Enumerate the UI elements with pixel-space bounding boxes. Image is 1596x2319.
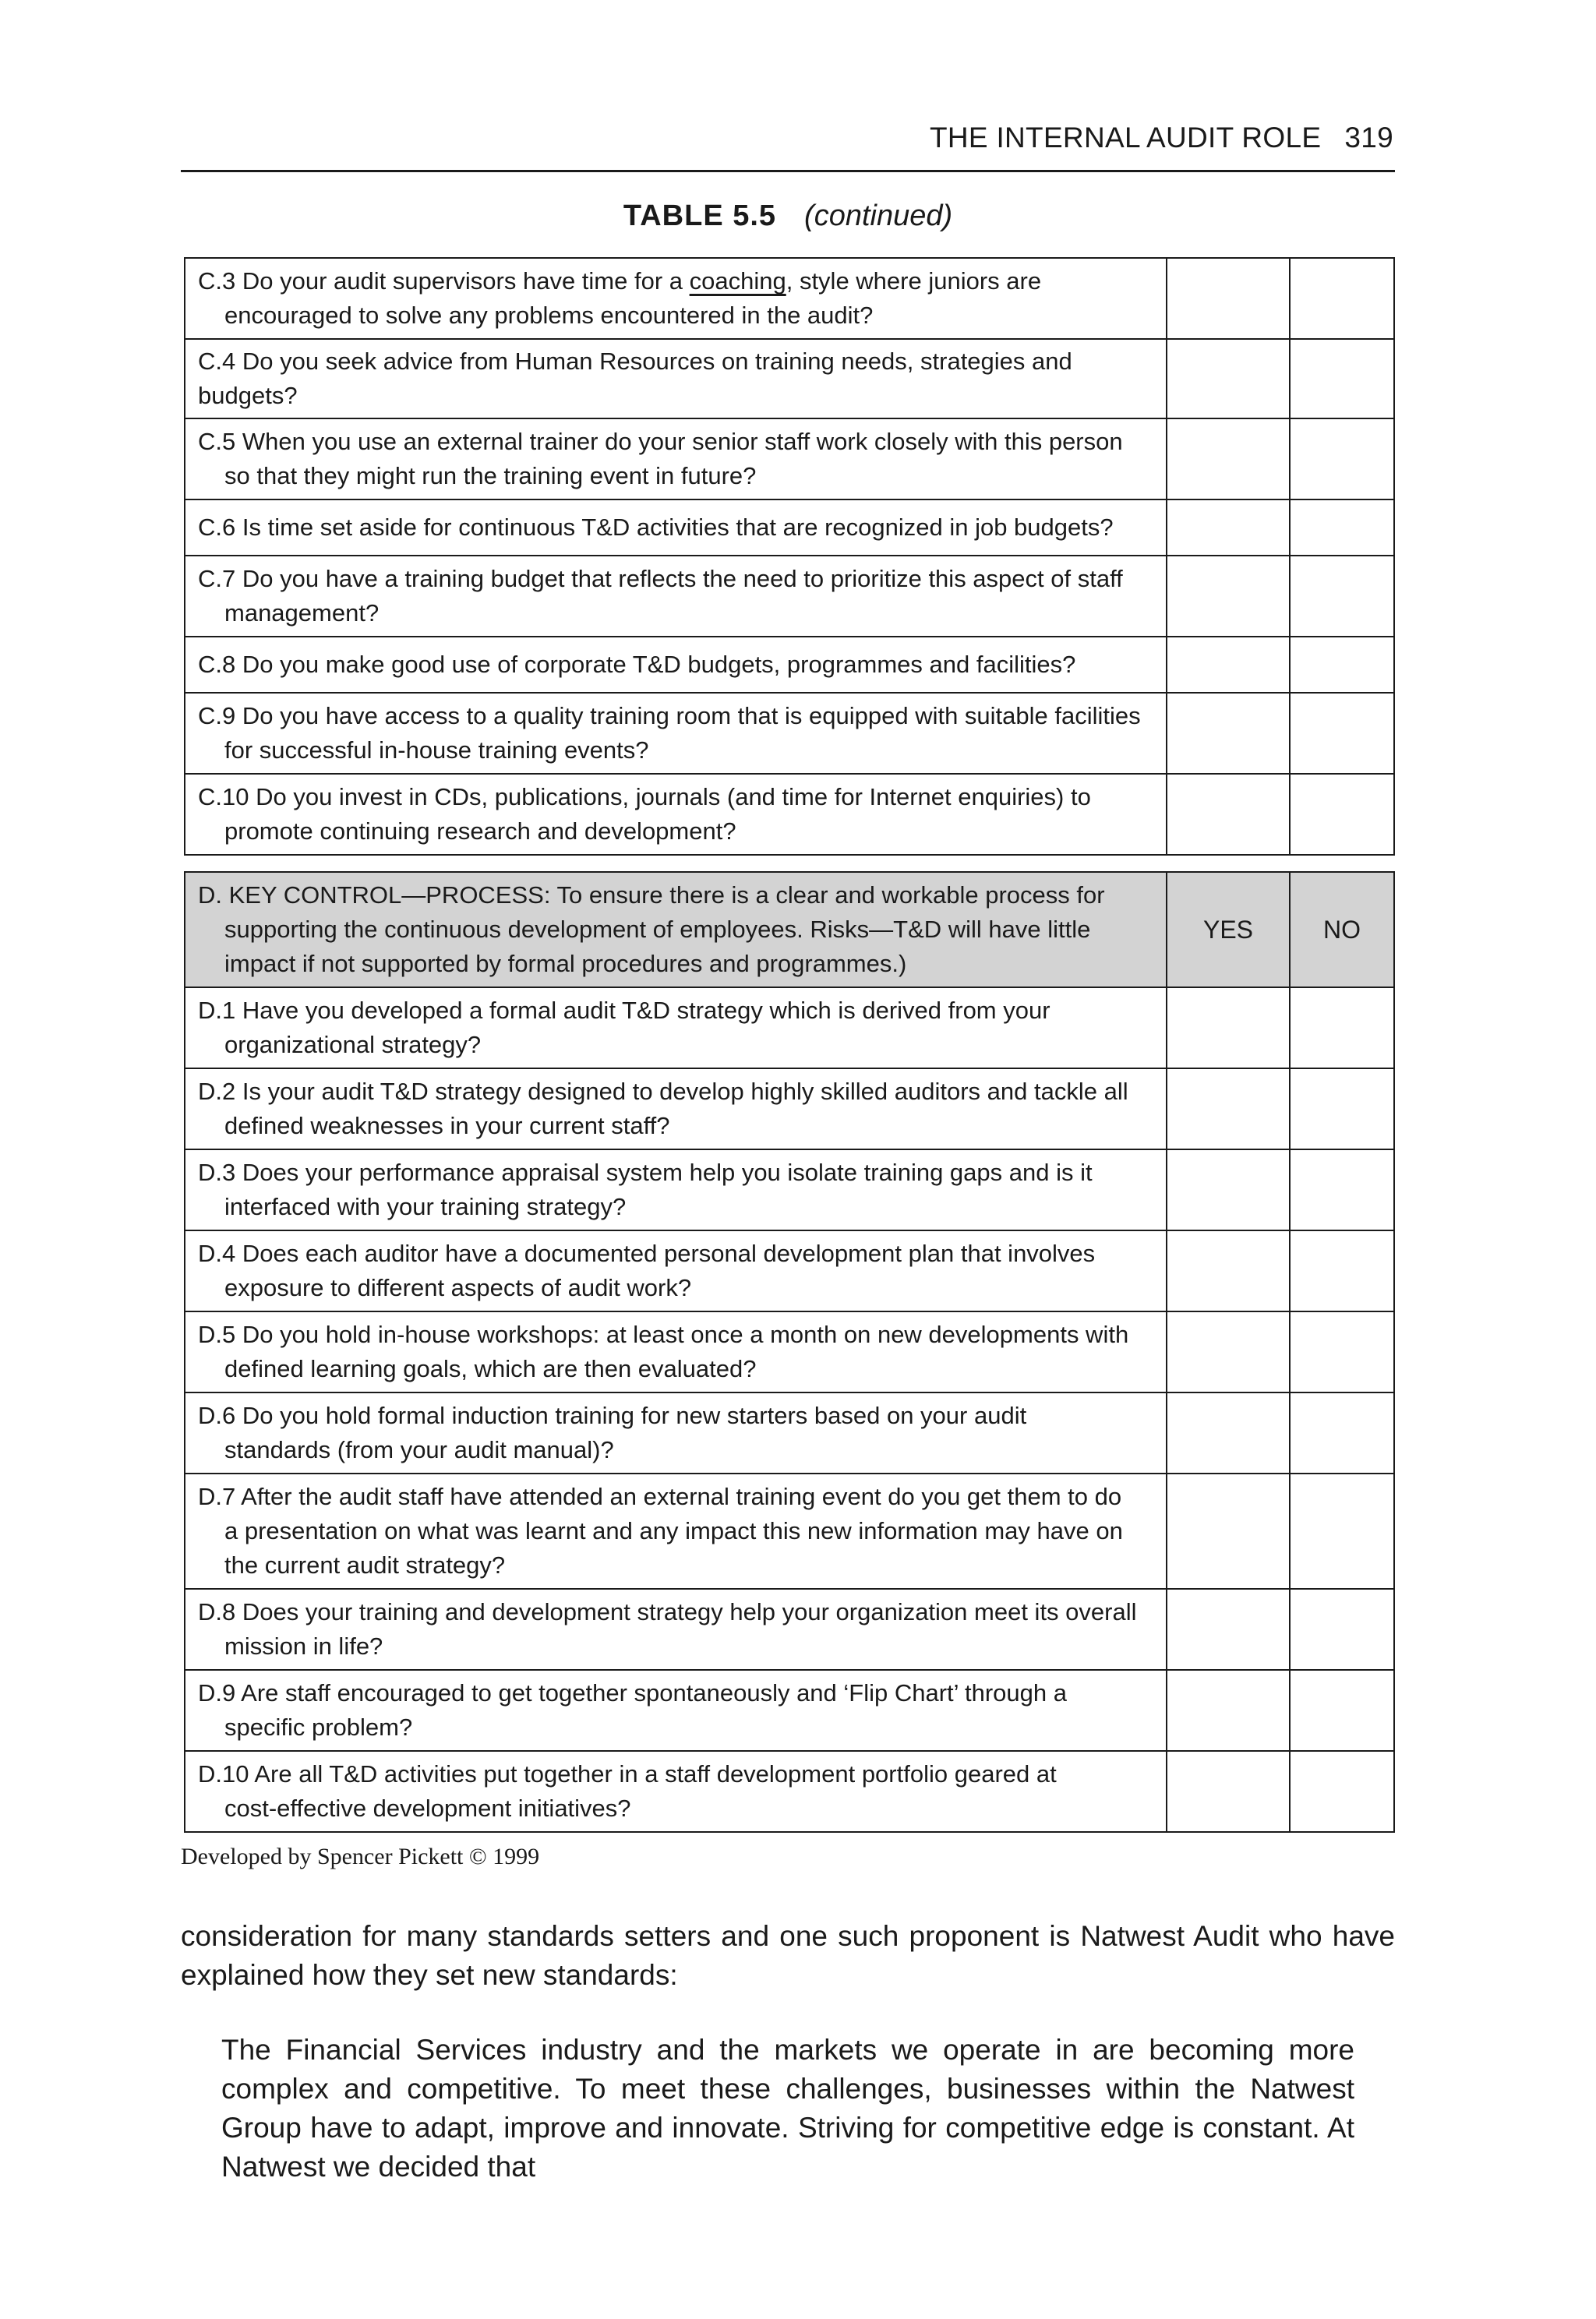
section-header-cell	[185, 872, 1167, 987]
table-row	[185, 637, 1394, 693]
no-checkbox-cell[interactable]	[1290, 1589, 1394, 1670]
yes-checkbox-cell[interactable]	[1167, 987, 1290, 1068]
yes-checkbox-cell[interactable]	[1167, 1392, 1290, 1474]
question-cell	[185, 499, 1167, 556]
underlined-word: coaching	[689, 267, 786, 295]
question-text-continued: a presentation on what was learnt and any impact this new information may have on	[224, 1517, 1123, 1544]
no-checkbox-cell[interactable]	[1290, 418, 1394, 499]
question-cell	[185, 1392, 1167, 1474]
table-row	[185, 774, 1394, 855]
table-row	[185, 1230, 1394, 1311]
yes-checkbox-cell[interactable]	[1167, 1230, 1290, 1311]
no-checkbox-cell[interactable]	[1290, 1751, 1394, 1832]
checklist-table-section-c	[184, 257, 1395, 856]
no-checkbox-cell[interactable]	[1290, 339, 1394, 418]
yes-checkbox-cell[interactable]	[1167, 418, 1290, 499]
no-checkbox-cell[interactable]	[1290, 774, 1394, 855]
table-row	[185, 1589, 1394, 1670]
no-checkbox-cell[interactable]	[1290, 693, 1394, 774]
question-text: C.3 Do your audit supervisors have time for a coaching, style where juniors are	[198, 267, 1042, 295]
no-checkbox-cell[interactable]	[1290, 1392, 1394, 1474]
question-text: D.3 Does your performance appraisal system help you isolate training gaps and is it	[198, 1159, 1093, 1186]
yes-checkbox-cell[interactable]	[1167, 1474, 1290, 1589]
question-text: C.4 Do you seek advice from Human Resources on training needs, strategies and budgets?	[198, 348, 1072, 409]
question-cell	[185, 418, 1167, 499]
table-row	[185, 987, 1394, 1068]
table-row	[185, 1149, 1394, 1230]
question-cell	[185, 1474, 1167, 1589]
body-paragraph: consideration for many standards setters and one such proponent is Natwest Audit who have explained how they set new standards:	[181, 1920, 1395, 1991]
running-head-text	[930, 122, 1393, 154]
table-row	[185, 1751, 1394, 1832]
question-cell	[185, 1751, 1167, 1832]
yes-checkbox-cell[interactable]	[1167, 556, 1290, 637]
question-text: D.10 Are all T&D activities put together in a staff development portfolio geared at	[198, 1760, 1057, 1788]
table-row	[185, 339, 1394, 418]
question-cell	[185, 1068, 1167, 1149]
running-head	[181, 117, 1395, 172]
question-text-continued: the current audit strategy?	[224, 1551, 506, 1579]
table-row	[185, 418, 1394, 499]
table-row	[185, 1392, 1394, 1474]
yes-checkbox-cell[interactable]	[1167, 499, 1290, 556]
section-header-text-continued: supporting the continuous development of employees. Risks—T&D will have little	[224, 916, 1091, 943]
question-cell	[185, 987, 1167, 1068]
question-text-continued: interfaced with your training strategy?	[224, 1193, 627, 1220]
table-caption-label: TABLE 5.5	[623, 199, 777, 232]
question-text-continued: organizational strategy?	[224, 1031, 482, 1058]
question-text: C.10 Do you invest in CDs, publications, journals (and time for Internet enquiries) to	[198, 783, 1091, 810]
question-text: C.7 Do you have a training budget that reflects the need to prioritize this aspect of staff	[198, 565, 1123, 592]
checklist-table-section-d	[184, 871, 1395, 1833]
no-checkbox-cell[interactable]	[1290, 1149, 1394, 1230]
page-number: 319	[1344, 122, 1393, 154]
no-checkbox-cell[interactable]	[1290, 499, 1394, 556]
question-cell	[185, 1311, 1167, 1392]
yes-checkbox-cell[interactable]	[1167, 1068, 1290, 1149]
question-text-continued: cost-effective development initiatives?	[224, 1795, 631, 1822]
section-header-text: D. KEY CONTROL—PROCESS: To ensure there is a clear and workable process for	[198, 881, 1105, 909]
table-row	[185, 1311, 1394, 1392]
question-text-continued: management?	[224, 599, 380, 627]
question-text-continued: exposure to different aspects of audit work?	[224, 1274, 692, 1301]
table-row	[185, 258, 1394, 339]
question-text: D.5 Do you hold in-house workshops: at least once a month on new developments with	[198, 1321, 1129, 1348]
no-checkbox-cell[interactable]	[1290, 637, 1394, 693]
yes-checkbox-cell[interactable]	[1167, 1589, 1290, 1670]
table-caption	[181, 199, 1395, 233]
yes-checkbox-cell[interactable]	[1167, 1670, 1290, 1751]
question-cell	[185, 1670, 1167, 1751]
question-cell	[185, 1149, 1167, 1230]
no-checkbox-cell[interactable]	[1290, 258, 1394, 339]
question-cell	[185, 693, 1167, 774]
no-checkbox-cell[interactable]	[1290, 556, 1394, 637]
yes-column-header: YES	[1167, 872, 1290, 987]
question-text: C.9 Do you have access to a quality training room that is equipped with suitable facilities	[198, 702, 1141, 729]
question-text-continued: mission in life?	[224, 1632, 383, 1660]
no-checkbox-cell[interactable]	[1290, 987, 1394, 1068]
question-cell	[185, 1230, 1167, 1311]
question-cell	[185, 637, 1167, 693]
question-cell	[185, 774, 1167, 855]
no-checkbox-cell[interactable]	[1290, 1311, 1394, 1392]
question-text-continued: standards (from your audit manual)?	[224, 1436, 614, 1463]
question-text: D.2 Is your audit T&D strategy designed to develop highly skilled auditors and tackle all	[198, 1078, 1128, 1105]
no-checkbox-cell[interactable]	[1290, 1068, 1394, 1149]
yes-checkbox-cell[interactable]	[1167, 1149, 1290, 1230]
yes-checkbox-cell[interactable]	[1167, 258, 1290, 339]
question-text: D.6 Do you hold formal induction training for new starters based on your audit	[198, 1402, 1027, 1429]
question-text: D.7 After the audit staff have attended an external training event do you get them to do	[198, 1483, 1122, 1510]
question-cell	[185, 1589, 1167, 1670]
table-caption-note: (continued)	[804, 199, 953, 232]
question-cell	[185, 339, 1167, 418]
question-cell	[185, 258, 1167, 339]
yes-checkbox-cell[interactable]	[1167, 1311, 1290, 1392]
question-text: C.5 When you use an external trainer do your senior staff work closely with this person	[198, 428, 1123, 455]
table-row	[185, 1474, 1394, 1589]
question-text-continued: promote continuing research and development?	[224, 817, 736, 845]
question-text: C.8 Do you make good use of corporate T&D budgets, programmes and facilities?	[198, 651, 1076, 678]
yes-checkbox-cell[interactable]	[1167, 693, 1290, 774]
table-row	[185, 693, 1394, 774]
question-text: D.8 Does your training and development strategy help your organization meet its overall	[198, 1598, 1137, 1625]
yes-checkbox-cell[interactable]	[1167, 774, 1290, 855]
table-credit: Developed by Spencer Pickett © 1999	[181, 1844, 540, 1869]
question-text: D.9 Are staff encouraged to get together spontaneously and ‘Flip Chart’ through a	[198, 1679, 1068, 1707]
no-checkbox-cell[interactable]	[1290, 1670, 1394, 1751]
question-text: D.4 Does each auditor have a documented personal development plan that involves	[198, 1240, 1096, 1267]
table-row	[185, 1068, 1394, 1149]
table-row	[185, 1670, 1394, 1751]
yes-checkbox-cell[interactable]	[1167, 1751, 1290, 1832]
block-quote: The Financial Services industry and the markets we operate in are becoming more complex and competitive. To meet these challenges, businesses within the Natwest Group have to adapt, improve and innovate. Striving for competitive edge is constant. At Natwest we decided that	[221, 2034, 1354, 2183]
question-text: D.1 Have you developed a formal audit T&D strategy which is derived from your	[198, 997, 1050, 1024]
question-text-continued: defined learning goals, which are then evaluated?	[224, 1355, 757, 1382]
no-checkbox-cell[interactable]	[1290, 1230, 1394, 1311]
question-cell	[185, 556, 1167, 637]
no-checkbox-cell[interactable]	[1290, 1474, 1394, 1589]
yes-checkbox-cell[interactable]	[1167, 339, 1290, 418]
question-text-continued: encouraged to solve any problems encountered in the audit?	[224, 302, 874, 329]
running-head-title: THE INTERNAL AUDIT ROLE	[929, 122, 1322, 154]
question-text-continued: specific problem?	[224, 1714, 413, 1741]
question-text-continued: for successful in-house training events?	[224, 736, 649, 764]
table-row	[185, 556, 1394, 637]
section-header-row	[185, 872, 1394, 987]
no-column-header: NO	[1290, 872, 1394, 987]
question-text-continued: defined weaknesses in your current staff?	[224, 1112, 670, 1139]
question-text-continued: so that they might run the training event in future?	[224, 462, 757, 489]
question-text: C.6 Is time set aside for continuous T&D activities that are recognized in job budgets?	[198, 514, 1114, 541]
table-row	[185, 499, 1394, 556]
yes-checkbox-cell[interactable]	[1167, 637, 1290, 693]
section-header-text-continued: impact if not supported by formal procedures and programmes.)	[224, 950, 907, 977]
